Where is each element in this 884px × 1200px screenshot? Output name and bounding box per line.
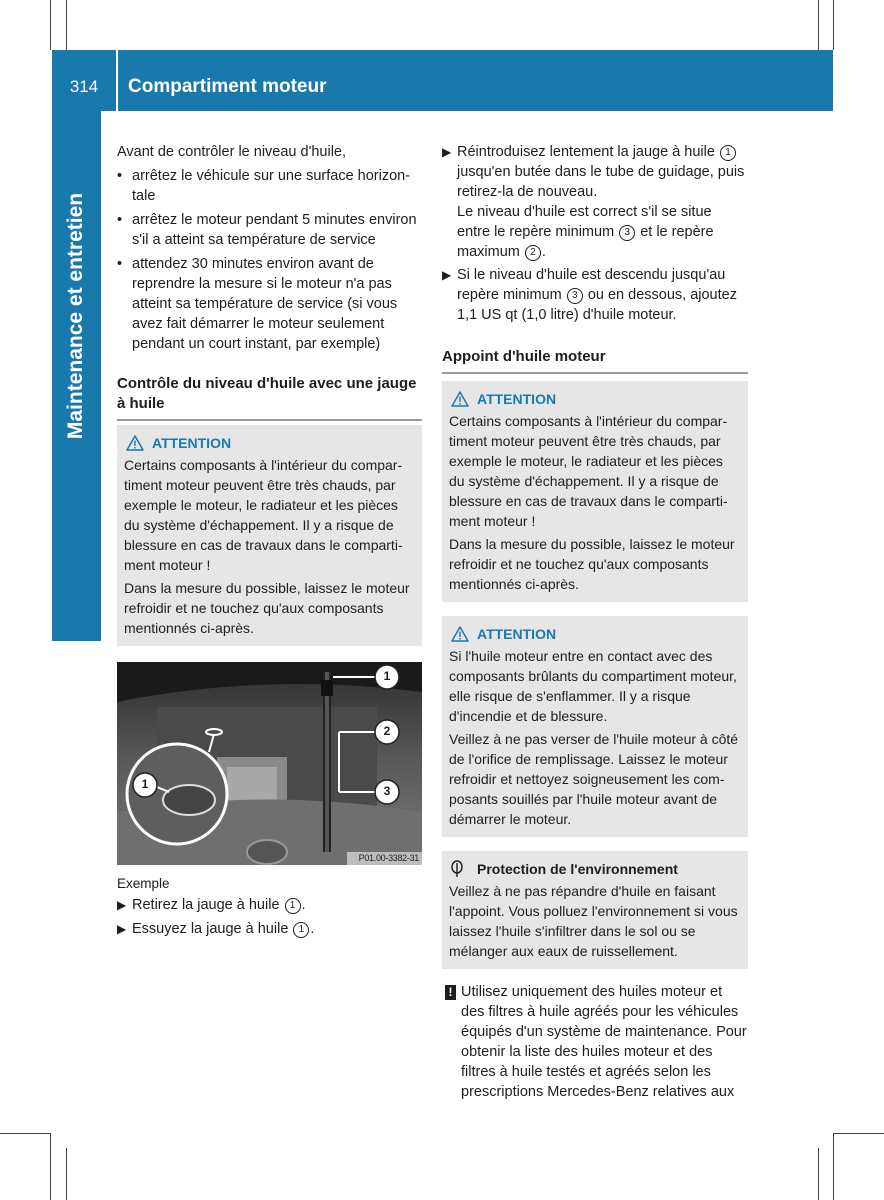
arrow-right-icon: ▶ <box>117 898 127 912</box>
arrow-right-icon: ▶ <box>442 268 452 282</box>
step-item <box>117 895 422 915</box>
attention-label: ATTENTION <box>152 435 232 451</box>
attention-header <box>124 433 415 453</box>
list-item-text: arrêtez le véhicule sur une surface horizontale <box>132 168 411 204</box>
ref-number: 1 <box>720 145 736 161</box>
attention-text: Certains composants à l'intérieur du compartiment moteur peuvent être très chauds, par exemple le moteur, le radiateur et les pièces du système d'échappement. Il y a risque de blessure en cas de travaux dans le compartiment moteur ! <box>449 413 728 529</box>
chapter-tab-label: Maintenance et entretien <box>64 192 88 440</box>
arrow-right-icon: ▶ <box>442 145 452 159</box>
crop-mark <box>833 0 834 50</box>
chapter-tab <box>52 111 101 641</box>
step-item <box>117 919 422 939</box>
attention-box <box>117 425 422 646</box>
bullet-icon: • <box>117 256 123 272</box>
list-item-text: attendez 30 minutes environ avant de reprendre la mesure si le moteur n'a pas atteint sa température de service (si vous avez fait démarrer le moteur seulement pendant un court instant, par exemple) <box>132 256 398 352</box>
ref-number: 3 <box>567 288 583 304</box>
page-header <box>52 50 833 111</box>
step-text-part: . <box>541 244 546 260</box>
list-item-text: arrêtez le moteur pendant 5 minutes environ s'il a atteint sa température de service <box>132 212 417 248</box>
attention-text: Certains composants à l'intérieur du compartiment moteur peuvent être très chauds, par exemple le moteur, le radiateur et les pièces du système d'échappement. Il y a risque de blessure en cas de travaux dans le compartiment moteur ! <box>124 457 403 573</box>
note-text: Utilisez uniquement des huiles moteur et des filtres à huile agréés pour les véhicules équipés d'un système de maintenance. Pour obtenir la liste des huiles moteur et des filtres à huile testés et agréés selon les prescriptions Mercedes-Benz relatives aux <box>461 984 747 1100</box>
left-column <box>117 141 422 939</box>
bullet-icon: • <box>117 212 123 228</box>
leaf-icon <box>449 860 465 878</box>
attention-header <box>449 389 741 409</box>
list-item <box>117 210 422 250</box>
inset-callout-1: 1 <box>141 777 149 791</box>
list-item <box>117 166 422 206</box>
ref-number: 1 <box>285 898 301 914</box>
ref-number: 1 <box>293 922 309 938</box>
attention-label: ATTENTION <box>477 391 557 407</box>
chapter-tab-wrap <box>52 111 101 641</box>
figure-caption: Exemple <box>117 876 170 891</box>
engine-illustration <box>117 662 422 865</box>
warning-triangle-icon <box>126 435 144 451</box>
list-item <box>117 254 422 354</box>
step-text-part: Réintroduisez lentement la jauge à huile <box>457 144 715 160</box>
page-number: 314 <box>69 77 99 96</box>
right-column <box>442 141 748 1102</box>
crop-mark <box>833 1133 834 1200</box>
warning-triangle-icon <box>451 626 469 642</box>
crop-mark <box>818 1148 819 1200</box>
crop-mark <box>818 0 819 50</box>
attention-box <box>442 381 748 602</box>
step-text-part: Si le niveau d'huile est descendu jusqu'au repère minimum <box>457 267 726 303</box>
step-item <box>442 142 748 262</box>
step-text-part: ou en dessous, ajoutez 1,1 US qt (1,0 litre) d'huile moteur. <box>457 287 737 323</box>
attention-text: Dans la mesure du possible, laissez le moteur refroidir et ne touchez qu'aux composants mentionnés ci-après. <box>124 580 410 636</box>
step-text <box>132 895 422 915</box>
note-item <box>442 982 748 1102</box>
step-text <box>132 919 422 939</box>
engine-compartment-photo <box>117 662 422 865</box>
callout-1: 1 <box>383 669 391 683</box>
attention-text: Veillez à ne pas verser de l'huile moteur à côté de l'orifice de remplissage. Laissez le moteur refroidir et nettoyez soigneusement les composants souillés par l'huile moteur avant de démarrer le moteur. <box>449 731 739 827</box>
step-text <box>457 142 748 262</box>
step-text-part: jusqu'en butée dans le tube de guidage, puis retirez-la de nouveau. <box>457 164 745 200</box>
exclamation-icon: ! <box>445 985 456 1000</box>
intro-text: Avant de contrôler le niveau d'huile, <box>117 144 347 160</box>
step-item <box>442 265 748 325</box>
attention-header <box>449 624 741 644</box>
bullet-icon: • <box>117 168 123 184</box>
crop-mark <box>833 1133 884 1134</box>
step-text <box>457 265 748 325</box>
warning-triangle-icon <box>451 391 469 407</box>
environment-box <box>442 851 748 969</box>
crop-mark <box>66 1148 67 1200</box>
attention-label: ATTENTION <box>477 626 557 642</box>
step-text-part: Retirez la jauge à huile <box>132 897 280 913</box>
ref-number: 3 <box>619 225 635 241</box>
crop-mark <box>50 1133 51 1200</box>
environment-label: Protection de l'environnement <box>477 861 678 877</box>
environment-header <box>449 859 741 879</box>
attention-text: Si l'huile moteur entre en contact avec des composants brûlants du compartiment moteur, elle risque de s'enflammer. Il y a risque d'incendie et de blessure. <box>449 648 737 724</box>
section-heading: Contrôle du niveau d'huile avec une jauge à huile <box>117 374 422 421</box>
figure-code: P01.00-3382-31 <box>358 853 419 863</box>
ref-number: 2 <box>525 245 541 261</box>
attention-text: Dans la mesure du possible, laissez le moteur refroidir et ne touchez qu'aux composants mentionnés ci-après. <box>449 536 735 592</box>
arrow-right-icon: ▶ <box>117 922 127 936</box>
step-text-part: . <box>310 921 315 937</box>
step-text-part: Essuyez la jauge à huile <box>132 921 289 937</box>
attention-box <box>442 616 748 837</box>
callout-3: 3 <box>383 784 391 798</box>
step-text-part: . <box>301 897 306 913</box>
page-title: Compartiment moteur <box>128 76 327 97</box>
callout-2: 2 <box>383 724 391 738</box>
section-heading: Appoint d'huile moteur <box>442 347 748 374</box>
crop-mark <box>66 0 67 50</box>
crop-mark <box>0 1133 50 1134</box>
environment-text: Veillez à ne pas répandre d'huile en faisant l'appoint. Vous polluez l'environnement si vous laissez l'huile s'infiltrer dans le sol ou se mélanger aux eaux de ruissellement. <box>449 883 738 959</box>
header-divider <box>116 50 118 111</box>
step-result-text: et le repère maximum <box>457 224 714 260</box>
crop-mark <box>50 0 51 50</box>
step-result-text: Le niveau d'huile est correct s'il se situe entre le repère minimum <box>457 204 712 240</box>
